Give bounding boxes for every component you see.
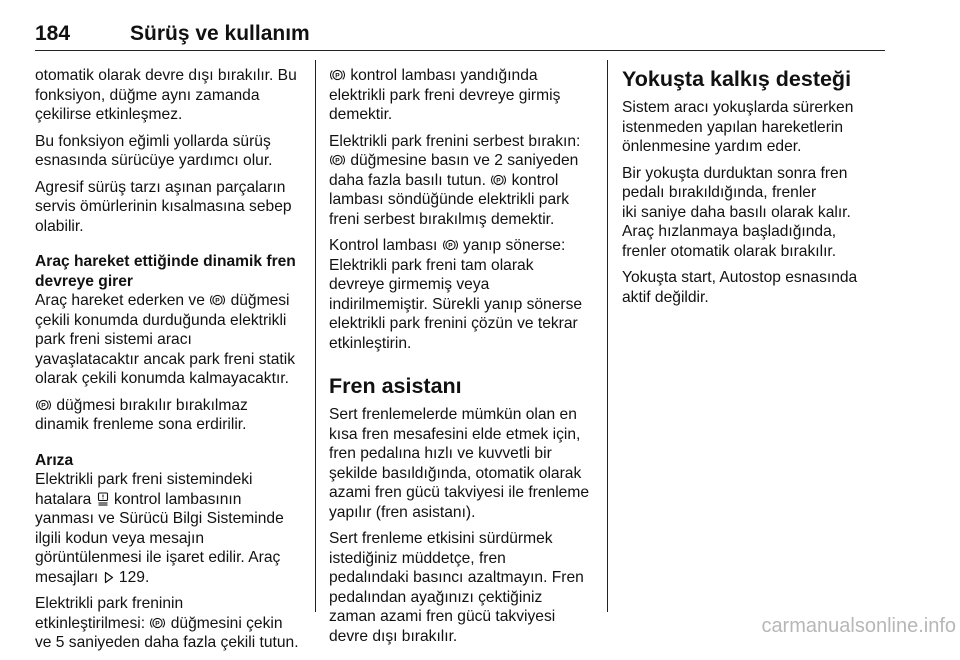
brake-fault-icon (97, 492, 109, 506)
parking-brake-icon (330, 153, 345, 167)
section-heading: Yokuşta kalkış desteği (622, 67, 852, 91)
site-watermark: carmanualsonline.info (761, 615, 956, 637)
section-subheading: Arıza (35, 451, 74, 469)
paragraph: Sert frenleme etkisini sürdürmek istediğiniz müddetçe, fren pedalındaki basıncı azaltmayın. Fren pedalından ayağınızı çektiğiniz zaman azami fren gücü takviyesi devre dışı bırakılır. (329, 530, 584, 645)
page-number: 184 (35, 22, 71, 45)
svg-text:P: P (215, 297, 220, 305)
parking-brake-icon (36, 398, 51, 412)
paragraph: Yokuşta start, Autostop esnasında aktif değildir. (622, 269, 858, 306)
column-divider (315, 60, 316, 612)
svg-text:P: P (447, 242, 453, 250)
paragraph: Kontrol lambası P yanıp sönerse: Elektrikli park freni tam olarak devreye girmemiş veya indirilmemiştir. Sürekli yanıp sönerse elektrikli park frenini çözün ve tekrar etkinleştirin. (329, 237, 583, 352)
paragraph: P düğmesi bırakılır bırakılmaz dinamik frenleme sona erdirilir. (35, 396, 248, 433)
section-subheading: Araç hareket ettiğinde dinamik fren devreye girer (35, 253, 296, 290)
paragraph: Sert frenlemelerde mümkün olan en kısa fren mesafesini elde etmek için, fren pedalına hızlı ve kuvvetli bir şekilde basıldığında, otomatik olarak azami fren gücü takviyesi ile frenleme yapılır (fren asistanı). (329, 406, 590, 521)
svg-text:P: P (155, 619, 161, 627)
paragraph: Elektrikli park freni sistemindeki hatalara kontrol lambasının yanması ve Sürücü Bilgi Sisteminde ilgili kodun veya mesajın görüntülenmesi ile işaret edilir. Araç mesajları 129. (35, 471, 284, 586)
parking-brake-icon (150, 616, 165, 630)
svg-text:P: P (335, 72, 340, 80)
paragraph: Elektrikli park frenini serbest bırakın: P düğmesine basın ve 2 saniyeden daha fazla basılı tutun. P kontrol lambası söndüğünde elektrikli park freni serbest bırakılmış demektir. (329, 132, 581, 228)
parking-brake-icon (491, 173, 506, 187)
svg-text:P: P (496, 176, 501, 184)
chapter-title: Sürüş ve kullanım (130, 22, 310, 45)
column-divider (607, 60, 608, 612)
parking-brake-icon (330, 68, 345, 82)
parking-brake-icon (443, 238, 458, 252)
paragraph: Elektrikli park freninin etkinleştirilmesi: P düğmesini çekin ve 5 saniyeden daha fazla çekili tutun. (35, 595, 299, 651)
paragraph: Bu fonksiyon eğimli yollarda sürüş esnasında sürücüye yardımcı olur. (35, 132, 273, 169)
section-heading: Fren asistanı (329, 374, 462, 398)
paragraph: Bir yokuşta durduktan sonra fren pedalı bırakıldığında, frenler iki saniye daha basılı olarak kalır. Araç hızlanmaya başladığında, frenler otomatik olarak bırakılır. (622, 164, 851, 260)
page-header (35, 18, 885, 51)
page-reference-arrow-icon[interactable] (104, 571, 114, 584)
text-column-3 (622, 66, 887, 314)
text-column-1 (35, 66, 303, 660)
svg-text:P: P (41, 401, 46, 409)
text-column-2 (329, 66, 597, 653)
paragraph: Sistem aracı yokuşlarda sürerken istenmeden yapılan hareketlerin önlenmesine yardım eder. (622, 99, 854, 155)
parking-brake-icon (210, 293, 225, 307)
paragraph: Araç hareket ederken ve P düğmesi çekili konumda durduğunda elektrikli park freni sistemi aracı yavaşlatacaktır ancak park freni statik olarak çekili konumda kalmayacaktır. (35, 292, 296, 387)
svg-text:P: P (335, 157, 340, 165)
paragraph: otomatik olarak devre dışı bırakılır. Bu fonksiyon, düğme aynı zamanda çekilirse etkinleşmez. (35, 67, 297, 123)
paragraph: Agresif sürüş tarzı aşınan parçaların servis ömürlerinin kısalmasına sebep olabilir. (35, 178, 292, 235)
paragraph: P kontrol lambası yandığında elektrikli park freni devreye girmiş demektir. (329, 67, 561, 123)
